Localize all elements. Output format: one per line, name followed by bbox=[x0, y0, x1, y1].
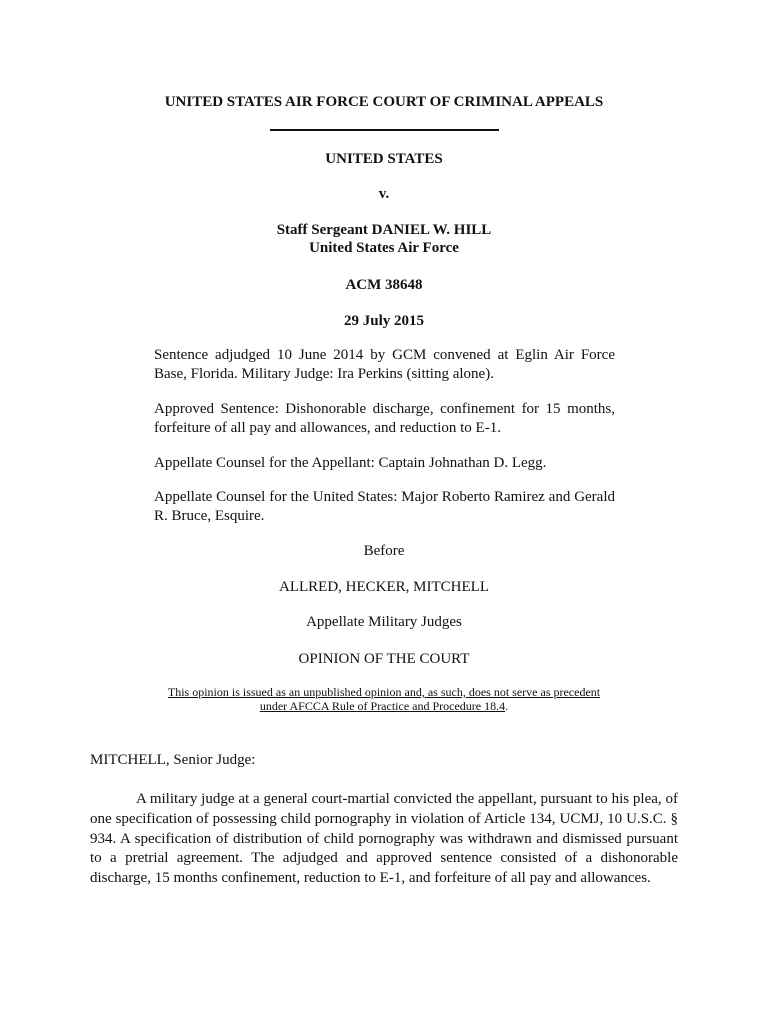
opinion-heading: OPINION OF THE COURT bbox=[298, 651, 470, 667]
versus-label: v. bbox=[378, 186, 390, 202]
government-counsel: Appellate Counsel for the United States: Major Roberto Ramirez and Gerald R. Bruce, Esquire. bbox=[154, 489, 615, 524]
panel-judges: ALLRED, HECKER, MITCHELL bbox=[279, 579, 489, 595]
opinion-paragraph: A military judge at a general court-martial convicted the appellant, pursuant to his plea, of one specification of possessing child pornography in violation of Article 134, UCMJ, 10 U.S.C. § 934. A specification of distribution of child pornography was withdrawn and dismissed pursuant to a pretrial agreement. The adjudged and approved sentence consisted of a dishonorable discharge, 15 months confinement, reduction to E-1, and forfeiture of all pay and allowances. bbox=[90, 791, 678, 887]
appellant-counsel: Appellate Counsel for the Appellant: Captain Johnathan D. Legg. bbox=[154, 455, 547, 471]
party-name: UNITED STATES bbox=[325, 151, 443, 167]
unpublished-notice-text1: This opinion is issued as an unpublished opinion and, as such, does not serve as precedent bbox=[167, 685, 601, 699]
sentence-adjudged: Sentence adjudged 10 June 2014 by GCM convened at Eglin Air Force Base, Florida. Military Judge: Ira Perkins (sitting alone). bbox=[154, 347, 615, 382]
appellant-name: Staff Sergeant DANIEL W. HILL bbox=[276, 222, 492, 238]
court-title: UNITED STATES AIR FORCE COURT OF CRIMINAL APPEALS bbox=[164, 94, 604, 110]
judges-title: Appellate Military Judges bbox=[306, 614, 462, 630]
notice-period: . bbox=[505, 699, 509, 713]
unpublished-notice-text2: under AFCCA Rule of Practice and Procedure 18.4 bbox=[259, 699, 506, 713]
decision-date: 29 July 2015 bbox=[343, 313, 424, 329]
appellant-branch: United States Air Force bbox=[309, 240, 459, 256]
docket-number: ACM 38648 bbox=[345, 277, 423, 293]
title-divider bbox=[270, 129, 499, 131]
opinion-author: MITCHELL, Senior Judge: bbox=[90, 752, 256, 768]
approved-sentence: Approved Sentence: Dishonorable discharge, confinement for 15 months, forfeiture of all pay and allowances, and reduction to E-1. bbox=[154, 401, 615, 436]
before-label: Before bbox=[363, 543, 405, 559]
unpublished-notice-line2 bbox=[0, 699, 768, 714]
unpublished-notice-line1 bbox=[0, 685, 768, 700]
